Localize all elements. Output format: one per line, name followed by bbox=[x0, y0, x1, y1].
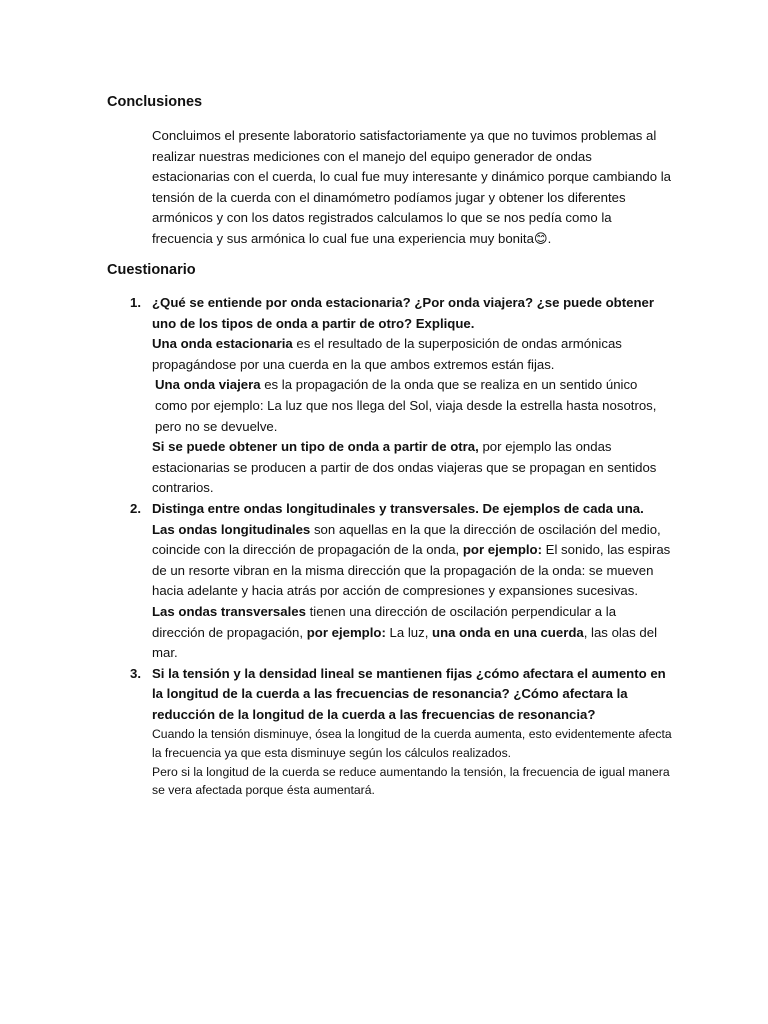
answer-text: , las olas del mar. bbox=[152, 624, 658, 661]
answer-emphasis: una onda en una cuerda bbox=[432, 624, 584, 640]
answer-term: Una onda viajera bbox=[155, 377, 261, 393]
question-3 bbox=[107, 664, 672, 800]
question-number: 3. bbox=[130, 665, 141, 681]
answer-text: tienen una dirección de oscilación perpendicular a la dirección de propagación, bbox=[152, 603, 617, 640]
answer-emphasis: por ejemplo: bbox=[462, 542, 542, 558]
answer-emphasis: por ejemplo: bbox=[306, 624, 386, 640]
answer-text: es la propagación de la onda que se realiza en un sentido único como por ejemplo: La luz que nos llega del Sol, viaja desde la estrella hasta nosotros, pero no se devuelve. bbox=[155, 377, 657, 434]
answer-paragraph bbox=[152, 334, 672, 375]
answer-text: La luz, bbox=[385, 624, 433, 640]
answer-paragraph bbox=[152, 375, 672, 437]
answer-term: Las ondas transversales bbox=[152, 603, 306, 619]
question-text: Si la tensión y la densidad lineal se mantienen fijas ¿cómo afectara el aumento en la longitud de la cuerda a las frecuencias de resonancia? ¿Cómo afectara la reducción de la longitud de la cuerda a las frecuencias de resonancia? bbox=[152, 665, 666, 722]
answer-term: Si se puede obtener un tipo de onda a partir de otra, bbox=[152, 439, 479, 455]
answer-text: por ejemplo las ondas estacionarias se producen a partir de dos ondas viajeras que se propagan en sentidos contrarios. bbox=[152, 439, 657, 496]
cuestionario-heading: Cuestionario bbox=[107, 262, 196, 278]
answer-term: Una onda estacionaria bbox=[152, 336, 293, 352]
question-text: Distinga entre ondas longitudinales y transversales. De ejemplos de cada una. bbox=[152, 500, 644, 516]
question-number: 2. bbox=[130, 500, 141, 516]
answer-text: es el resultado de la superposición de ondas armónicas propagándose por una cuerda en la que ambos extremos están fijas. bbox=[152, 336, 622, 372]
answer-paragraph bbox=[152, 602, 672, 664]
question-number: 1. bbox=[130, 295, 141, 310]
answer-text: son aquellas en la que la dirección de oscilación del medio, coincide con la dirección de propagación de la onda, bbox=[152, 521, 661, 558]
answer-paragraph bbox=[152, 437, 672, 499]
question-list bbox=[107, 293, 672, 800]
answer-paragraph bbox=[152, 520, 672, 602]
answer-paragraph: Cuando la tensión disminuye, ósea la longitud de la cuerda aumenta, esto evidentemente afecta la frecuencia ya que esta disminuye según los cálculos realizados. bbox=[152, 727, 672, 761]
answer-text: El sonido, las espiras de un resorte vibran en la misma dirección que la propagación de la onda: se mueven hacia adelante y hacia atrás por acción de compresiones y expansiones sucesivas. bbox=[152, 542, 671, 599]
question-2 bbox=[107, 499, 672, 664]
conclusiones-heading: Conclusiones bbox=[107, 94, 203, 110]
question-1 bbox=[107, 293, 672, 499]
question-text: ¿Qué se entiende por onda estacionaria? ¿Por onda viajera? ¿se puede obtener uno de los tipos de onda a partir de otro? Explique. bbox=[152, 295, 654, 331]
conclusiones-paragraph: Concluimos el presente laboratorio satisfactoriamente ya que no tuvimos problemas al realizar nuestras mediciones con el manejo del equipo generador de ondas estacionarias con el cuerda, lo cual fue muy interesante y dinámico porque cambiando la tensión de la cuerda con el dinamómetro podíamos jugar y obtener los diferentes armónicos y con los datos registrados calculamos lo que se nos pedía como la frecuencia y sus armónica lo cual fue una experiencia muy bonita😊. bbox=[152, 128, 672, 246]
answer-paragraph: Pero si la longitud de la cuerda se reduce aumentando la tensión, la frecuencia de igual manera se vera afectada porque ésta aumentará. bbox=[152, 764, 670, 798]
answer-term: Las ondas longitudinales bbox=[152, 521, 311, 537]
